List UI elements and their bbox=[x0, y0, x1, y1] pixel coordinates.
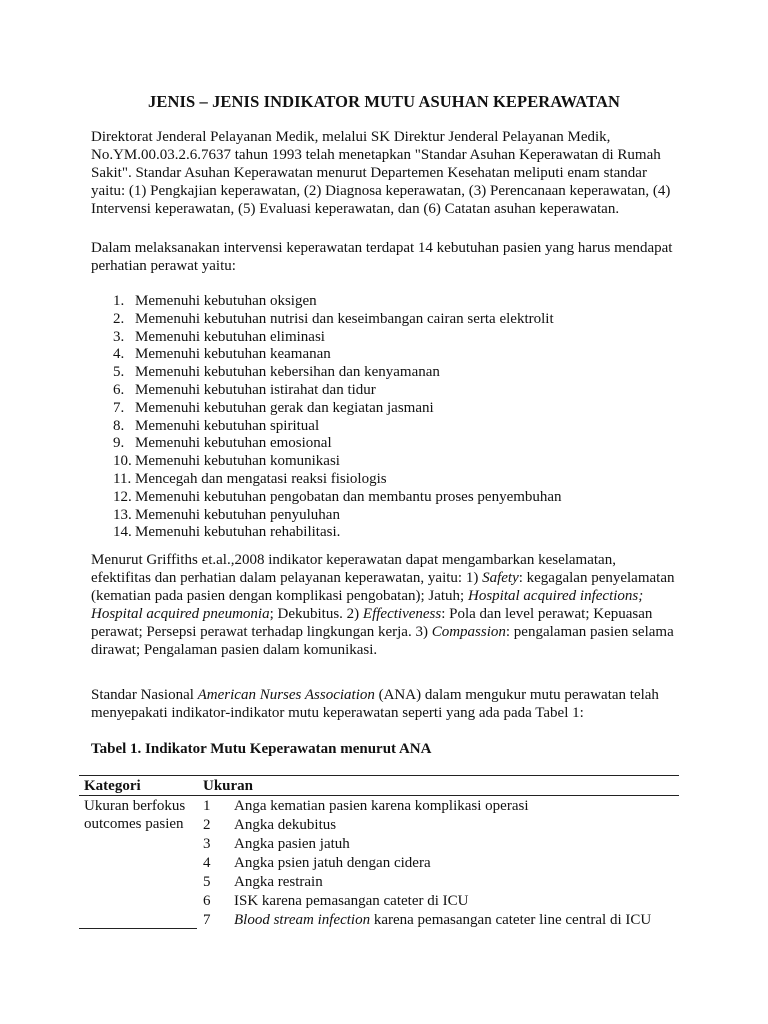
list-item bbox=[113, 381, 562, 399]
row-text: Angka pasien jatuh bbox=[234, 836, 350, 852]
list-text: Memenuhi kebutuhan rehabilitasi. bbox=[135, 524, 341, 541]
list-number: 6. bbox=[113, 381, 125, 398]
list-item bbox=[113, 328, 562, 346]
table-row bbox=[203, 854, 431, 872]
list-item bbox=[113, 345, 562, 363]
list-number: 8. bbox=[113, 417, 125, 434]
text-span: (ANA) dalam mengukur mutu perawatan telah bbox=[374, 687, 659, 703]
list-item bbox=[113, 506, 562, 524]
text-span: : pengalaman pasien selama bbox=[505, 624, 674, 640]
row-number: 7 bbox=[203, 912, 211, 928]
list-item bbox=[113, 523, 562, 541]
row-text: karena pemasangan cateter line central di ICU bbox=[370, 912, 652, 928]
table-row bbox=[203, 911, 651, 929]
document-title: JENIS – JENIS INDIKATOR MUTU ASUHAN KEPERAWATAN bbox=[148, 92, 620, 111]
row-number: 4 bbox=[203, 855, 211, 871]
text-span: : Pola dan level perawat; Kepuasan bbox=[441, 606, 653, 622]
row-text: Angka psien jatuh dengan cidera bbox=[234, 855, 431, 871]
row-number: 2 bbox=[203, 817, 211, 833]
list-number: 12. bbox=[113, 488, 132, 505]
list-item bbox=[113, 488, 562, 506]
list-number: 2. bbox=[113, 310, 125, 327]
row-number: 3 bbox=[203, 836, 211, 852]
row-text: Angka restrain bbox=[234, 874, 323, 890]
text-line: Menurut Griffiths et.al.,2008 indikator keperawatan dapat mengambarkan keselamatan, bbox=[91, 552, 616, 568]
list-text: Memenuhi kebutuhan pengobatan dan membantu proses penyembuhan bbox=[135, 488, 562, 505]
list-text: Memenuhi kebutuhan kebersihan dan kenyamanan bbox=[135, 364, 440, 381]
list-text: Memenuhi kebutuhan gerak dan kegiatan jasmani bbox=[135, 399, 434, 416]
text-line: perhatian perawat yaitu: bbox=[91, 258, 236, 274]
table-row bbox=[203, 892, 469, 910]
text-span: : kegagalan penyelamatan bbox=[518, 570, 675, 586]
italic-term: Effectiveness bbox=[362, 606, 442, 622]
text-line bbox=[91, 569, 691, 587]
table-header-rule bbox=[79, 795, 679, 796]
table-row bbox=[203, 797, 529, 815]
needs-list bbox=[113, 292, 562, 541]
italic-term: Hospital acquired infections; bbox=[467, 588, 644, 604]
list-number: 14. bbox=[113, 524, 132, 541]
column-header-ukuran: Ukuran bbox=[203, 778, 254, 794]
list-number: 11. bbox=[113, 470, 132, 487]
table-row bbox=[203, 873, 323, 891]
griffiths-paragraph bbox=[91, 551, 691, 659]
italic-term: American Nurses Association bbox=[197, 687, 375, 703]
list-text: Memenuhi kebutuhan spiritual bbox=[135, 417, 320, 434]
table-row bbox=[203, 835, 350, 853]
category-line: Ukuran berfokus bbox=[84, 798, 186, 814]
text-line bbox=[91, 686, 691, 704]
text-line: Dalam melaksanakan intervensi keperawatan terdapat 14 kebutuhan pasien yang harus mendapat bbox=[91, 240, 673, 256]
list-item bbox=[113, 310, 562, 328]
text-line: menyepakati indikator-indikator mutu keperawatan seperti yang ada pada Tabel 1: bbox=[91, 705, 584, 721]
text-line: Intervensi keperawatan, (5) Evaluasi keperawatan, dan (6) Catatan asuhan keperawatan. bbox=[91, 201, 620, 217]
table-caption: Tabel 1. Indikator Mutu Keperawatan menurut ANA bbox=[91, 741, 432, 757]
text-line: Direktorat Jenderal Pelayanan Medik, melalui SK Direktur Jenderal Pelayanan Medik, bbox=[91, 129, 611, 145]
category-line: outcomes pasien bbox=[84, 816, 184, 832]
list-item bbox=[113, 452, 562, 470]
row-number: 1 bbox=[203, 798, 211, 814]
italic-term: Blood stream infection bbox=[234, 912, 371, 928]
list-number: 4. bbox=[113, 346, 125, 363]
list-text: Memenuhi kebutuhan istirahat dan tidur bbox=[135, 381, 376, 398]
column-header-kategori: Kategori bbox=[84, 778, 141, 794]
text-span: ; Dekubitus. 2) bbox=[269, 606, 363, 622]
table-top-rule bbox=[79, 775, 679, 776]
italic-term: Hospital acquired pneumonia bbox=[91, 606, 270, 622]
text-span: efektifitas dan perhatian dalam pelayanan keperawatan, yaitu: 1) bbox=[91, 570, 483, 586]
list-text: Memenuhi kebutuhan eliminasi bbox=[135, 328, 325, 345]
italic-term: Safety bbox=[482, 570, 519, 586]
list-number: 3. bbox=[113, 328, 125, 345]
row-text: ISK karena pemasangan cateter di ICU bbox=[234, 893, 469, 909]
list-item bbox=[113, 434, 562, 452]
row-text: Angka dekubitus bbox=[234, 817, 337, 833]
list-number: 7. bbox=[113, 399, 125, 416]
list-item bbox=[113, 417, 562, 435]
table-row bbox=[203, 816, 336, 834]
list-text: Memenuhi kebutuhan nutrisi dan keseimbangan cairan serta elektrolit bbox=[135, 310, 554, 327]
list-text: Memenuhi kebutuhan emosional bbox=[135, 435, 332, 452]
text-line: yaitu: (1) Pengkajian keperawatan, (2) Diagnosa keperawatan, (3) Perencanaan keperawatan, (4) bbox=[91, 183, 671, 199]
list-text: Memenuhi kebutuhan oksigen bbox=[135, 293, 317, 309]
list-text: Memenuhi kebutuhan keamanan bbox=[135, 346, 331, 363]
text-span: (kematian pada pasien dengan komplikasi pengobatan); Jatuh; bbox=[91, 588, 468, 604]
text-line bbox=[91, 587, 691, 605]
ana-paragraph bbox=[91, 686, 691, 722]
row-number: 5 bbox=[203, 874, 211, 890]
row-number: 6 bbox=[203, 893, 211, 909]
row-text: Anga kematian pasien karena komplikasi operasi bbox=[234, 798, 529, 814]
list-item bbox=[113, 470, 562, 488]
list-text: Memenuhi kebutuhan komunikasi bbox=[135, 453, 340, 470]
list-text: Memenuhi kebutuhan penyuluhan bbox=[135, 506, 340, 523]
category-cell bbox=[84, 797, 194, 833]
text-span: Standar Nasional bbox=[91, 687, 198, 703]
list-item bbox=[113, 292, 562, 310]
text-line: No.YM.00.03.2.6.7637 tahun 1993 telah menetapkan "Standar Asuhan Keperawatan di Rumah bbox=[91, 147, 661, 163]
text-line: Sakit". Standar Asuhan Keperawatan menurut Departemen Kesehatan meliputi enam standar bbox=[91, 165, 647, 181]
text-line bbox=[91, 605, 691, 623]
italic-term: Compassion bbox=[431, 624, 506, 640]
needs-intro-paragraph bbox=[91, 239, 691, 275]
table-bottom-rule bbox=[79, 928, 197, 929]
intro-paragraph bbox=[91, 128, 691, 218]
text-line bbox=[91, 623, 691, 641]
list-number: 13. bbox=[113, 506, 132, 523]
text-span: perawat; Persepsi perawat terhadap lingkungan kerja. 3) bbox=[91, 624, 432, 640]
text-line: dirawat; Pengalaman pasien dalam komunikasi. bbox=[91, 642, 378, 658]
list-item bbox=[113, 399, 562, 417]
list-number: 5. bbox=[113, 364, 125, 381]
list-number: 9. bbox=[113, 435, 125, 452]
list-number: 1. bbox=[113, 293, 125, 309]
list-number: 10. bbox=[113, 453, 132, 470]
list-text: Mencegah dan mengatasi reaksi fisiologis bbox=[135, 470, 387, 487]
list-item bbox=[113, 363, 562, 381]
